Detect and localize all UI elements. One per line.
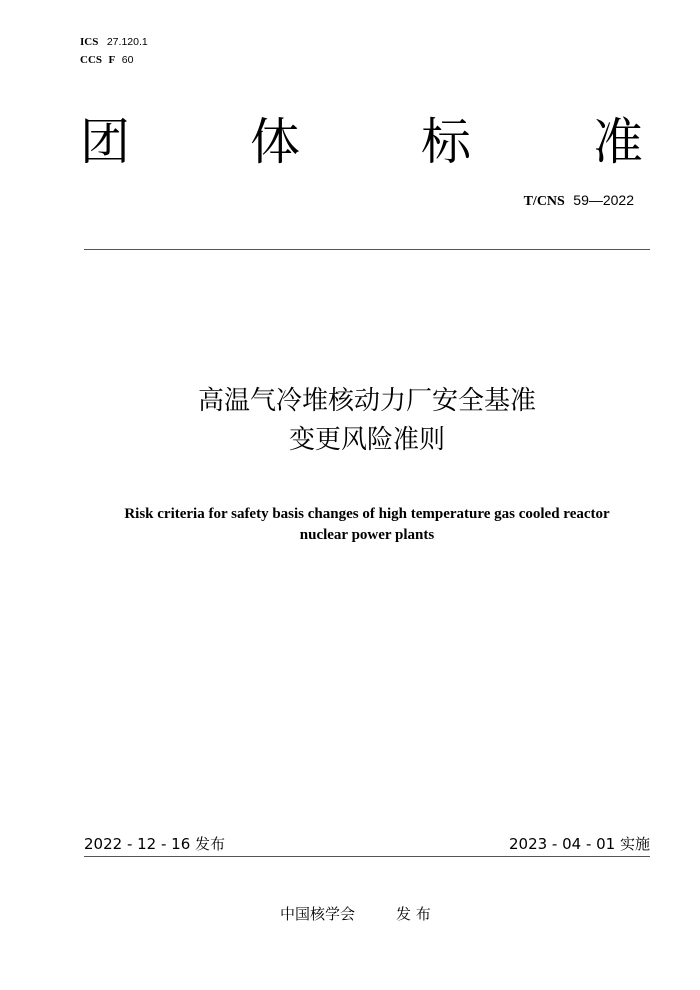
title-zh-line1: 高温气冷堆核动力厂安全基准	[197, 386, 536, 416]
standard-number-code: 59—2022	[573, 192, 634, 208]
standard-type-heading	[80, 108, 650, 176]
ics-code: 27.120.1	[106, 36, 148, 48]
ccs-code-letter: F	[108, 54, 116, 66]
standard-number	[524, 191, 634, 211]
ccs-line	[80, 53, 133, 67]
ics-line	[80, 35, 148, 49]
implement-date: 2023 - 04 - 01 实施	[508, 835, 650, 853]
standard-type-char-2: 体	[250, 113, 300, 171]
publisher-action: 发 布	[396, 905, 431, 923]
standard-type-char-3: 标	[421, 113, 471, 171]
ics-label: ICS	[80, 36, 99, 48]
standard-type-char-4: 准	[593, 113, 643, 171]
ccs-code-number: 60	[121, 54, 134, 66]
footer-divider	[84, 856, 650, 857]
title-zh-line2: 变更风险准则	[288, 425, 445, 455]
header-divider	[84, 249, 650, 250]
issue-date: 2022 - 12 - 16 发布	[84, 835, 226, 853]
standard-type-char-1: 团	[80, 113, 130, 171]
ccs-label: CCS	[80, 54, 103, 66]
standard-number-prefix: T/CNS	[523, 194, 565, 209]
title-en-line1: Risk criteria for safety basis changes of high temperature gas cooled reactor	[124, 506, 610, 522]
publisher-name: 中国核学会	[280, 905, 356, 923]
title-en-line2: nuclear power plants	[299, 527, 435, 543]
